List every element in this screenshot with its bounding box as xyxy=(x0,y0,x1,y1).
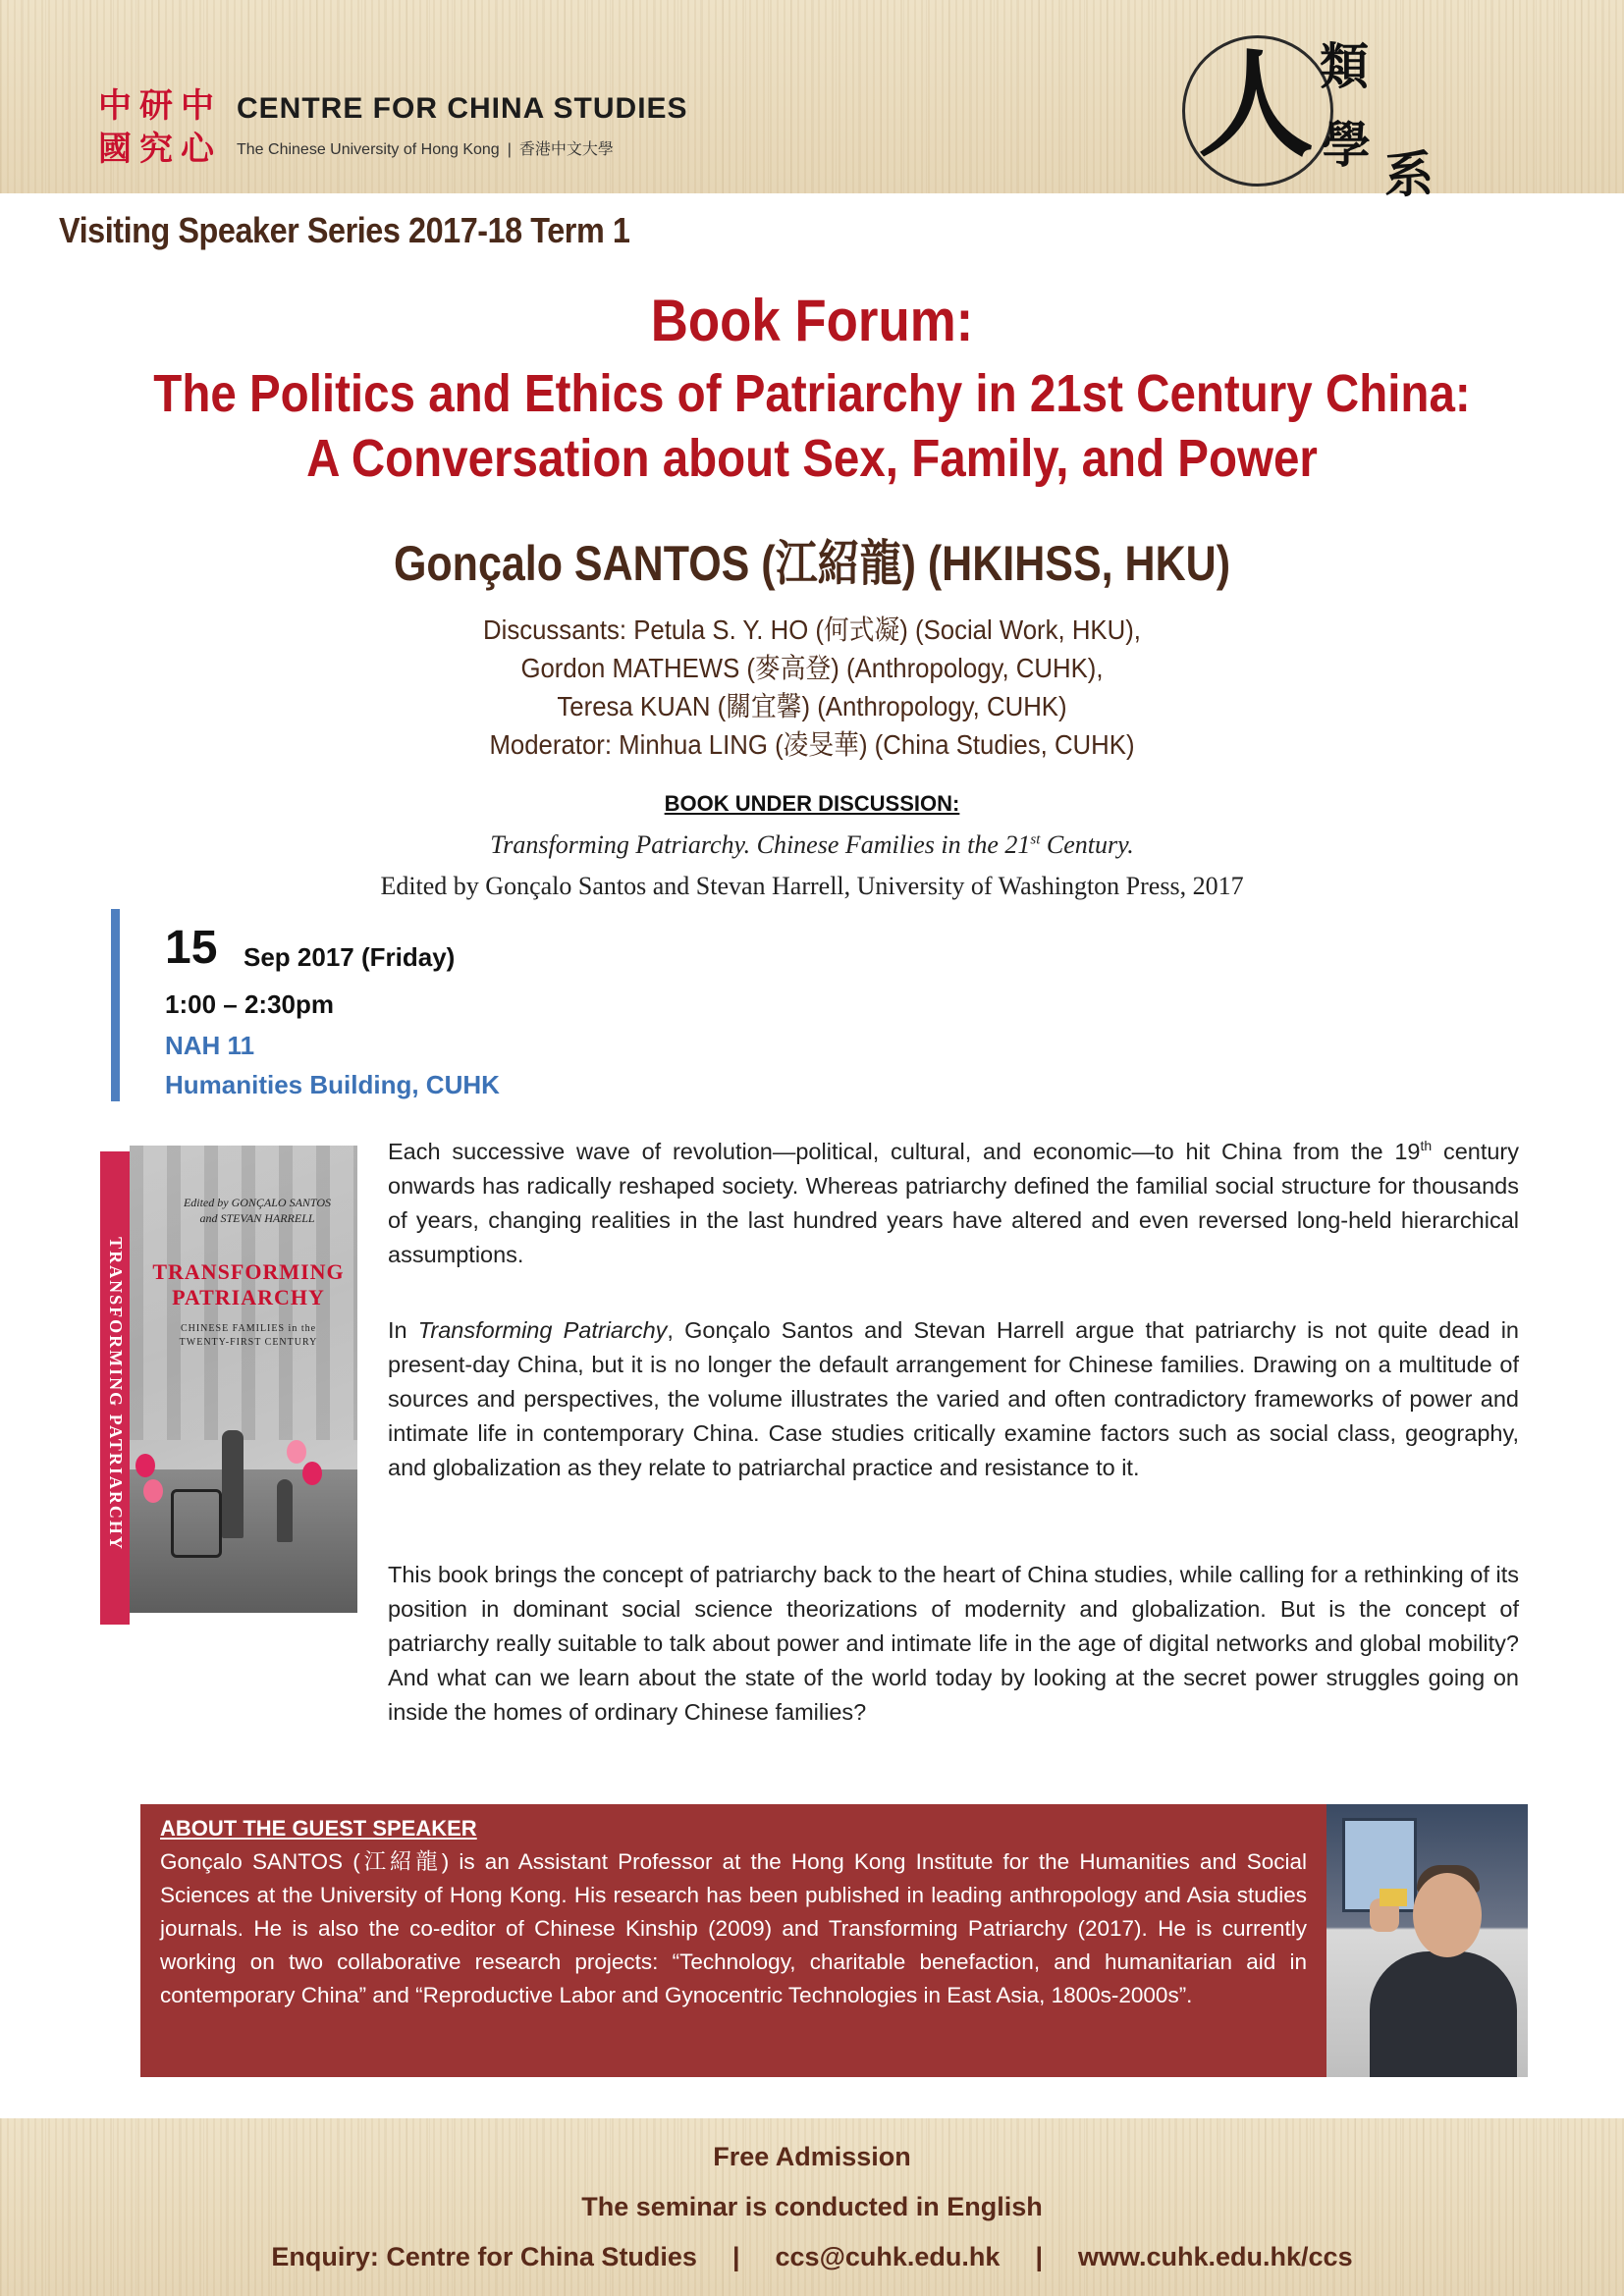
website-link[interactable]: www.cuhk.edu.hk/ccs xyxy=(1078,2242,1353,2271)
photo-body xyxy=(1370,1951,1517,2077)
schedule-accent-bar xyxy=(111,909,120,1101)
cover-editors-line: Edited by GONÇALO SANTOS xyxy=(183,1196,332,1209)
dept-logo-char: 人 xyxy=(1198,36,1315,173)
discussant-line: Teresa KUAN (關宜馨) (Anthropology, CUHK) xyxy=(557,691,1067,721)
person-figure xyxy=(222,1430,244,1538)
logo-char: 中 xyxy=(98,86,132,126)
paragraph-italic: Transforming Patriarchy xyxy=(417,1317,668,1343)
cover-subtitle-line: CHINESE FAMILIES in the xyxy=(180,1323,317,1334)
book-cover-image xyxy=(100,1146,357,1625)
enquiry-label: Enquiry: Centre for China Studies xyxy=(271,2242,697,2271)
event-title-line1: The Politics and Ethics of Patriarchy in 21st Century China: xyxy=(153,364,1471,423)
cover-spine-title: TRANSFORMING PATRIARCHY xyxy=(106,1237,126,1551)
description-paragraph xyxy=(388,1313,1519,1485)
stroller-shape xyxy=(171,1489,222,1558)
logo-char: 國 xyxy=(98,130,132,169)
speaker-name: Gonçalo SANTOS (江紹龍) (HKIHSS, HKU) xyxy=(393,536,1231,591)
cover-subtitle xyxy=(145,1322,352,1350)
org-sub-en: The Chinese University of Hong Kong xyxy=(237,141,500,158)
ccs-logo xyxy=(95,86,219,171)
paragraph-text: century onwards has radically reshaped society. Whereas patriarchy defined the familial social structure for thousands of years, changing realities in the last hundred years have altered and even reversed long-held hierarchical assumptions. xyxy=(388,1139,1520,1267)
description-paragraph: This book brings the concept of patriarchy back to the heart of China studies, while calling for a rethinking of its position in dominant social science theorizations of modernity and globalization. But is the concept of patriarchy really suitable to talk about power and intimate life in the age of digital networks and global mobility? And what can we learn about the state of the world today by looking at the secret power struggles going on inside the homes of ordinary Chinese families? xyxy=(388,1562,1519,1725)
book-title-sup: st xyxy=(1030,831,1041,848)
paragraph-text: , Gonçalo Santos and Stevan Harrell argue that patriarchy is not quite dead in present-day China, but it is no longer the default arrangement for Chinese families. Drawing on a multitude of sources and perspectives, the volume illustrates the varied and often contradictory frameworks of power and intimate life in contemporary China. Case studies critically examine factors such as social class, geography, and globalization as they relate to patriarchal practice and resistance to it. xyxy=(388,1317,1519,1480)
book-editors: Edited by Gonçalo Santos and Stevan Harrell, University of Washington Press, 2017 xyxy=(380,872,1244,900)
paragraph-text: Each successive wave of revolution—political, cultural, and economic—to hit China from the 19 xyxy=(388,1139,1421,1164)
paragraph-text: In xyxy=(388,1317,418,1343)
cover-title xyxy=(145,1259,352,1310)
about-heading: ABOUT THE GUEST SPEAKER xyxy=(160,1816,477,1841)
book-heading: BOOK UNDER DISCUSSION: xyxy=(664,791,960,816)
balloon-shape xyxy=(135,1454,155,1477)
cover-title-line: TRANSFORMING xyxy=(152,1259,345,1284)
event-venue: NAH 11 xyxy=(165,1031,255,1060)
book-ground xyxy=(130,1469,357,1613)
paragraph-sup: th xyxy=(1420,1138,1433,1154)
photo-card xyxy=(1380,1889,1407,1906)
org-sub-zh: 香港中文大學 xyxy=(518,141,614,158)
footer-separator: | xyxy=(1035,2242,1043,2271)
book-title xyxy=(0,830,1624,860)
description-paragraph xyxy=(388,1135,1519,1272)
event-title-line2: A Conversation about Sex, Family, and Power xyxy=(306,429,1318,488)
free-admission: Free Admission xyxy=(713,2142,911,2171)
logo-char: 心 xyxy=(181,130,214,169)
photo-head xyxy=(1413,1873,1482,1957)
dept-logo-char: 系 xyxy=(1384,145,1434,203)
balloon-shape xyxy=(143,1479,163,1503)
enquiry-line xyxy=(0,2242,1624,2272)
event-month-year: Sep 2017 (Friday) xyxy=(244,942,456,972)
org-sub-separator: | xyxy=(507,141,512,158)
cover-subtitle-line: TWENTY-FIRST CENTURY xyxy=(179,1337,318,1348)
org-name: CENTRE FOR CHINA STUDIES xyxy=(237,92,688,125)
about-text: Gonçalo SANTOS (江紹龍) is an Assistant Professor at the Hong Kong Institute for the Humanities and Social Sciences at the University of Hong Kong. His research has been published in leading anthropology and Asia studies journals. He is also the co-editor of Chinese Kinship (2009) and Transforming Patriarchy (2017). He is currently working on two collaborative research projects: “Technology, charitable benefaction, and humanitarian aid in contemporary China” and “Reproductive Labor and Gynocentric Technologies in East Asia, 1800s-2000s”. xyxy=(160,1849,1307,2007)
event-time: 1:00 – 2:30pm xyxy=(165,989,334,1019)
cover-editors-line: and STEVAN HARRELL xyxy=(199,1211,315,1225)
dept-logo-char: 類 xyxy=(1320,37,1369,95)
balloon-shape xyxy=(287,1440,306,1464)
moderator-line: Moderator: Minhua LING (凌旻華) (China Studies, CUHK) xyxy=(489,729,1135,760)
footer-separator: | xyxy=(731,2242,740,2271)
logo-char: 研 xyxy=(139,86,173,126)
event-building: Humanities Building, CUHK xyxy=(165,1070,500,1099)
dept-logo-char: 學 xyxy=(1322,116,1371,174)
series-title: Visiting Speaker Series 2017-18 Term 1 xyxy=(59,210,630,250)
discussant-line: Discussants: Petula S. Y. HO (何式凝) (Social Work, HKU), xyxy=(483,614,1141,645)
cover-title-line: PATRIARCHY xyxy=(172,1285,325,1309)
discussant-line: Gordon MATHEWS (麥高登) (Anthropology, CUHK), xyxy=(520,653,1104,683)
anthropology-logo xyxy=(1174,22,1449,203)
book-title-text: Transforming Patriarchy. Chinese Families in the 21 xyxy=(490,830,1031,859)
org-subtitle xyxy=(237,136,614,159)
language-note: The seminar is conducted in English xyxy=(581,2192,1043,2221)
cover-editors xyxy=(159,1195,355,1226)
forum-label: Book Forum: xyxy=(650,288,974,353)
email-link[interactable]: ccs@cuhk.edu.hk xyxy=(775,2242,1001,2271)
about-speaker-box xyxy=(140,1804,1326,2077)
child-figure xyxy=(277,1479,293,1542)
book-title-end: Century. xyxy=(1040,830,1134,859)
logo-char: 究 xyxy=(139,130,173,169)
logo-char: 中 xyxy=(181,86,214,126)
event-day: 15 xyxy=(165,922,218,974)
speaker-photo xyxy=(1326,1804,1528,2077)
balloon-shape xyxy=(302,1462,322,1485)
